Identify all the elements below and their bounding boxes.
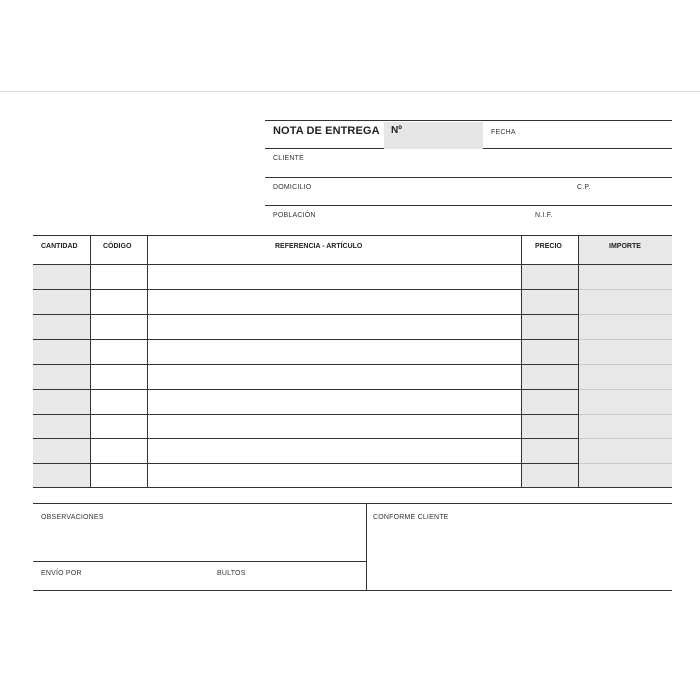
column-header-quantity: CANTIDAD: [41, 243, 78, 250]
table-row[interactable]: [33, 339, 579, 340]
table-row[interactable]: [33, 463, 579, 464]
table-row[interactable]: [33, 438, 579, 439]
city-label: POBLACIÓN: [273, 212, 316, 219]
table-row[interactable]: [33, 314, 579, 315]
shipping-method-label: ENVÍO POR: [41, 570, 82, 577]
amount-row-divider: [579, 414, 672, 415]
amount-row-divider: [579, 314, 672, 315]
client-approval-label: CONFORME CLIENTE: [373, 514, 449, 521]
footer-section: [33, 503, 672, 591]
column-divider: [147, 236, 148, 488]
column-divider: [90, 236, 91, 488]
table-row[interactable]: [33, 364, 579, 365]
table-row[interactable]: [33, 389, 579, 390]
amount-row-divider: [579, 289, 672, 290]
amount-row-divider: [579, 364, 672, 365]
tax-id-label: N.I.F.: [535, 212, 553, 219]
column-header-code: CÓDIGO: [103, 243, 132, 250]
address-row[interactable]: [265, 178, 672, 206]
client-label: CLIENTE: [273, 155, 304, 162]
table-row[interactable]: [33, 414, 579, 415]
column-header-reference: REFERENCIA - ARTÍCULO: [275, 243, 363, 250]
amount-row-divider: [579, 463, 672, 464]
observations-label: OBSERVACIONES: [41, 514, 104, 521]
packages-label: BULTOS: [217, 570, 246, 577]
client-row[interactable]: [265, 149, 672, 178]
header-divider: [33, 264, 672, 265]
column-header-amount: IMPORTE: [609, 243, 641, 250]
note-number-label: Nº: [391, 125, 402, 136]
address-label: DOMICILIO: [273, 184, 312, 191]
city-row[interactable]: [265, 206, 672, 234]
amount-row-divider: [579, 339, 672, 340]
delivery-note-header-title-row: [265, 120, 672, 149]
amount-row-divider: [579, 438, 672, 439]
price-column-shade: [521, 264, 578, 488]
column-divider: [521, 236, 522, 488]
column-header-price: PRECIO: [535, 243, 562, 250]
observations-divider: [33, 561, 367, 562]
amount-column-shade: [579, 236, 672, 488]
client-signature-area[interactable]: [367, 524, 672, 590]
column-divider: [578, 236, 579, 488]
amount-row-divider: [579, 389, 672, 390]
postal-code-label: C.P.: [577, 184, 591, 191]
date-label: FECHA: [491, 129, 516, 136]
items-table: [33, 235, 672, 487]
observations-field[interactable]: [33, 524, 366, 561]
document-title: NOTA DE ENTREGA: [273, 125, 380, 137]
quantity-column-shade: [33, 264, 90, 488]
table-bottom-rule: [33, 487, 672, 488]
table-row[interactable]: [33, 289, 579, 290]
page-top-divider: [0, 91, 700, 92]
